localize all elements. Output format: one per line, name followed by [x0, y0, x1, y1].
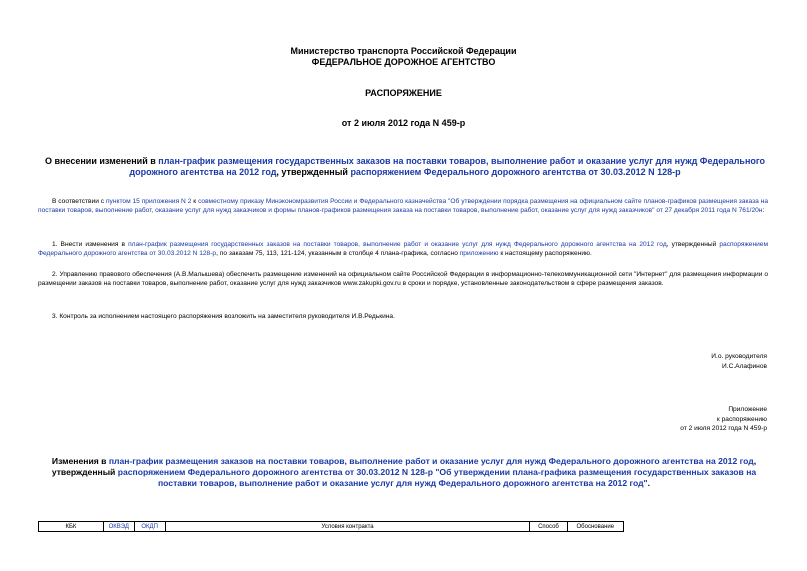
ministry-name: Министерство транспорта Российской Федерации	[290, 46, 517, 56]
signatory-position: И.о. руководителя	[711, 353, 767, 360]
document-date-number: от 2 июля 2012 года N 459-р	[341, 118, 466, 128]
appendix-title	[38, 456, 770, 489]
appendix-date: от 2 июля 2012 года N 459-р	[680, 425, 767, 432]
item-3-text: 3. Контроль за исполнением настоящего распоряжения возложить на заместителя руководителя И.В.Редькина.	[52, 313, 395, 320]
preamble-paragraph	[38, 197, 768, 215]
appendix-reference	[467, 405, 767, 434]
item-1-text: , утвержденный	[666, 241, 720, 248]
appendix-title-text: Изменения в	[51, 456, 109, 466]
item-1-text: к настоящему распоряжению.	[498, 250, 592, 257]
col-justification: Обоснование	[567, 522, 623, 532]
document-type: РАСПОРЯЖЕНИЕ	[365, 88, 442, 98]
preamble-link-clause[interactable]: пунктом 15 приложения N 2	[105, 198, 192, 205]
signature-block	[467, 352, 767, 371]
preamble-text: к	[191, 198, 199, 205]
col-contract-terms: Условия контракта	[165, 522, 530, 532]
table-header-row	[39, 522, 624, 532]
title-text: , утвержденный	[276, 167, 351, 177]
appendix-title-link-plan[interactable]: план-график размещения заказов на поставки товаров, выполнение работ и оказание услуг для нужд Федерального дорожного агентства на 2012 год	[108, 456, 754, 466]
preamble-text: В соответствии с	[52, 198, 106, 205]
col-kbk: КБК	[39, 522, 104, 532]
signatory-name: И.С.Алафинов	[722, 362, 767, 370]
contract-table	[38, 521, 624, 532]
appendix-to-order: к распоряжению	[716, 415, 767, 423]
col-okved[interactable]: ОКВЭД	[103, 522, 134, 532]
item-1-text: , по заказам 75, 113, 121-124, указанным в столбце 4 плана-графика, согласно	[216, 250, 460, 257]
appendix-title-link-order[interactable]: распоряжением Федерального дорожного агентства от 30.03.2012 N 128-р "Об утверждении плана-графика размещения государственных заказов на поставки товаров, выполнение работ и оказание услуг для нужд Федерального дорожного агентства на 2012 год"	[117, 467, 757, 488]
item-2-paragraph	[38, 270, 768, 288]
item-1-link-appendix[interactable]: приложению	[459, 250, 499, 257]
agency-name: ФЕДЕРАЛЬНОЕ ДОРОЖНОЕ АГЕНТСТВО	[311, 57, 496, 67]
title-link-order[interactable]: распоряжением Федерального дорожного агентства от 30.03.2012 N 128-р	[350, 167, 681, 177]
item-1-paragraph	[38, 240, 768, 258]
appendix-label: Приложение	[728, 406, 767, 413]
item-2-text: 2. Управлению правового обеспечения (А.В.Малышева) обеспечить размещение изменений на официальном сайте Российской Федерации в информационно-телекоммуникационной сети "Интернет" для размещения информации о размещении заказов на поставки товаров, выполнение работ, оказание услуг для нужд заказчиков www.zakupki.gov.ru в сроки и порядке, установленные законодательством в сфере размещения заказов.	[38, 271, 768, 287]
title-link-plan[interactable]: план-график размещения государственных заказов на поставки товаров, выполнение работ и оказание услуг для нужд Федерального дорожного агентства на 2012 год	[129, 156, 766, 177]
preamble-link-order[interactable]: совместному приказу Минэкономразвития России и Федерального казначейства "Об утверждении порядка размещения на официальном сайте планов-графиков размещения заказа на поставки товаров, выполнение работ, оказание услуг для нужд заказчиков и формы планов-графиков размещения заказа на поставки товаров, выполнение работ, оказание услуг для нужд заказчиков" от 27 декабря 2011 года N 761/20н	[38, 198, 769, 214]
item-1-text: 1. Внести изменения в	[52, 241, 129, 248]
item-1-link-plan[interactable]: план-график размещения государственных заказов на поставки товаров, выполнение работ и оказание услуг для нужд Федерального дорожного агентства на 2012 год	[128, 241, 667, 248]
document-title	[40, 156, 770, 178]
item-1-link-order[interactable]: распоряжением Федерального дорожного агентства от 30.03.2012 N 128-р	[38, 241, 768, 257]
preamble-text: :	[762, 207, 765, 214]
item-3-paragraph	[38, 312, 768, 321]
appendix-title-text: .	[647, 478, 651, 488]
col-okdp[interactable]: ОКДП	[134, 522, 165, 532]
title-text: О внесении изменений в	[44, 156, 159, 166]
col-method: Способ	[530, 522, 567, 532]
appendix-title-text: , утвержденный	[51, 456, 757, 477]
